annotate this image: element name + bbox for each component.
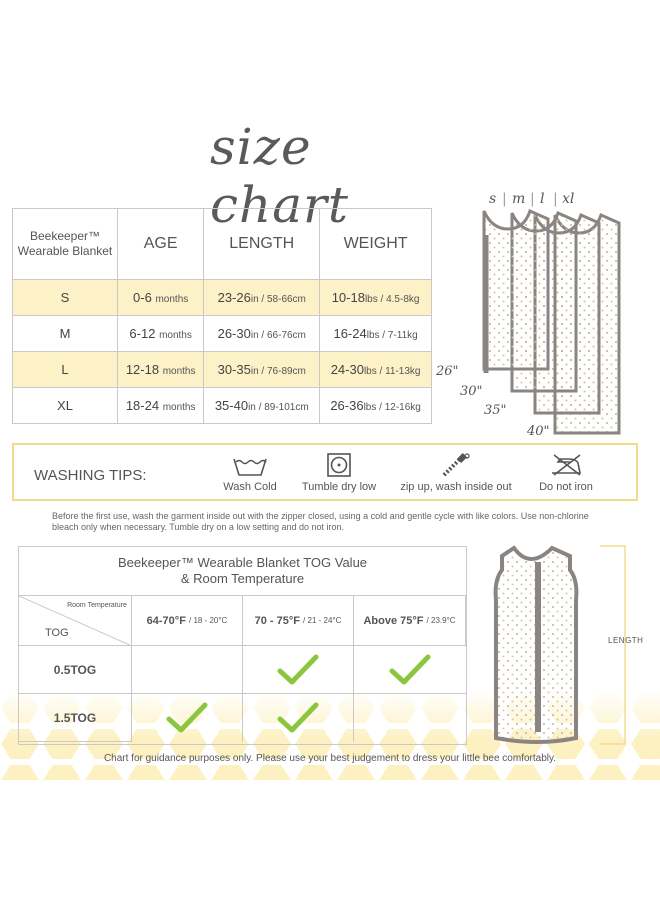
unit-in: in: [250, 294, 259, 305]
wash-cold-icon: [230, 453, 270, 477]
length-in: 26-30: [217, 326, 251, 341]
tog-cell: [354, 646, 466, 694]
tog-corner-cell: [19, 596, 132, 646]
length-in: 30-35: [217, 362, 251, 377]
sep: /: [258, 366, 267, 377]
zip-up-tip: [396, 453, 516, 493]
unit-lbs: lbs: [366, 330, 380, 341]
zip-up-label: zip up, wash inside out: [400, 481, 512, 493]
age-cell: [118, 280, 204, 316]
weight-kg: 11-13kg: [385, 366, 421, 377]
sleep-sack-illustration: [470, 542, 610, 748]
size-divider: |: [553, 191, 558, 207]
header-weight: WEIGHT: [320, 209, 432, 280]
length-cm: 89-101cm: [264, 402, 309, 413]
length-label-l: 35": [484, 403, 507, 418]
tumble-dry-icon: [319, 453, 359, 477]
age-unit: months: [159, 330, 192, 341]
no-iron-tip: [506, 453, 626, 493]
length-cell: [204, 352, 320, 388]
weight-lbs: 26-36: [330, 398, 364, 413]
age-cell: [118, 316, 204, 352]
tog-cell: [354, 694, 466, 742]
length-cm: 58-66cm: [266, 294, 306, 305]
table-row: [13, 388, 432, 424]
check-icon: [276, 653, 320, 687]
age-cell: [118, 388, 204, 424]
tog-cell: [243, 694, 354, 742]
washing-tips-title: WASHING TIPS:: [34, 467, 147, 484]
weight-cell: [320, 316, 432, 352]
tog-column-header: [354, 596, 466, 646]
tog-column-header: [132, 596, 243, 646]
length-in: 23-26: [217, 290, 251, 305]
tog-cell: [243, 646, 354, 694]
size-label-s: s: [489, 191, 497, 207]
length-label-m: 30": [460, 384, 483, 399]
temp-f: 64-70°F: [146, 614, 186, 627]
tumble-dry-label: Tumble dry low: [301, 481, 377, 493]
tog-title-line1: Beekeeper™ Wearable Blanket TOG Value: [117, 555, 368, 570]
unit-lbs: lbs: [364, 294, 378, 305]
sep: /: [379, 330, 388, 341]
age-value: 18-24: [125, 398, 160, 413]
check-icon: [388, 653, 432, 687]
header-blanket: Beekeeper™ Wearable Blanket: [13, 209, 118, 280]
age-unit: months: [162, 366, 196, 377]
length-cm: 66-76cm: [266, 330, 306, 341]
temp-c-value: 21 - 24°C: [307, 616, 342, 625]
wash-cold-label: Wash Cold: [223, 481, 277, 493]
sep: /: [255, 402, 265, 413]
unit-in: in: [248, 402, 256, 413]
length-cell: [204, 388, 320, 424]
tog-cell: [132, 646, 243, 694]
sep: /: [376, 402, 385, 413]
table-row: [13, 352, 432, 388]
temp-c: / 23.9°C: [426, 616, 456, 625]
temp-c-value: 18 - 20°C: [193, 616, 228, 625]
weight-cell: [320, 280, 432, 316]
unit-in: in: [250, 366, 259, 377]
length-label-xl: 40": [527, 424, 550, 439]
size-cell: L: [13, 352, 118, 388]
size-table-header: [13, 209, 432, 280]
weight-lbs: 10-18: [331, 290, 365, 305]
size-cell: M: [13, 316, 118, 352]
age-value: 12-18: [125, 362, 160, 377]
size-divider: |: [530, 191, 535, 207]
size-divider: |: [502, 191, 507, 207]
tog-cell: [132, 694, 243, 742]
tog-row-label: 0.5TOG: [19, 646, 132, 694]
page-title: size chart: [210, 118, 350, 234]
tumble-dry-tip: [279, 453, 399, 493]
table-row: [13, 280, 432, 316]
size-label-m: m: [512, 191, 526, 207]
check-icon: [165, 701, 209, 735]
weight-lbs: 16-24: [333, 326, 367, 341]
temp-f: 70 - 75°F: [254, 614, 300, 627]
washing-note: Before the first use, wash the garment inside out with the zipper closed, using a cold and gentle cycle with like colors. Use non-chlorine bleach only when necessary. Tumble dry on a low setting and do not iron.: [52, 511, 589, 532]
corner-room-temp: Room Temperature: [67, 602, 127, 609]
sep: /: [258, 330, 267, 341]
length-cell: [204, 316, 320, 352]
length-label: LENGTH: [608, 636, 644, 645]
age-cell: [118, 352, 204, 388]
washing-tips-box: [12, 443, 638, 501]
sep: /: [377, 294, 387, 305]
unit-lbs: lbs: [363, 402, 377, 413]
temp-c: / 21 - 24°C: [303, 616, 342, 625]
weight-cell: [320, 388, 432, 424]
length-label-s: 26": [436, 364, 459, 379]
age-value: 6-12: [129, 326, 156, 341]
header-age: AGE: [118, 209, 204, 280]
no-iron-label: Do not iron: [539, 481, 593, 493]
unit-in: in: [250, 330, 259, 341]
weight-kg: 7-11kg: [387, 330, 418, 341]
size-cell: XL: [13, 388, 118, 424]
tog-title-line2: & Room Temperature: [180, 571, 305, 586]
length-cell: [204, 280, 320, 316]
tog-row-label: 1.5TOG: [19, 694, 132, 742]
length-cm: 76-89cm: [266, 366, 306, 377]
length-bracket: [600, 545, 630, 745]
temp-f: Above 75°F: [363, 614, 424, 627]
size-label-xl: xl: [562, 191, 575, 207]
temp-c-value: 23.9°C: [431, 616, 456, 625]
check-icon: [276, 701, 320, 735]
weight-cell: [320, 352, 432, 388]
age-unit: months: [162, 402, 196, 413]
temp-c: / 18 - 20°C: [188, 616, 228, 625]
sep: /: [258, 294, 267, 305]
weight-kg: 12-16kg: [384, 402, 421, 413]
size-cell: S: [13, 280, 118, 316]
weight-kg: 4.5-8kg: [386, 294, 420, 305]
unit-lbs: lbs: [363, 366, 377, 377]
zipper-icon: [436, 453, 476, 477]
size-label-l: l: [540, 191, 545, 207]
footnote: Chart for guidance purposes only. Please use your best judgement to dress your little bee comfortably.: [103, 753, 557, 764]
length-in: 35-40: [214, 398, 249, 413]
size-table: [12, 208, 432, 424]
tog-table-title: [19, 547, 466, 596]
header-length: LENGTH: [204, 209, 320, 280]
sep: /: [376, 366, 386, 377]
tog-column-header: [243, 596, 354, 646]
weight-lbs: 24-30: [330, 362, 364, 377]
corner-tog: TOG: [45, 627, 69, 639]
no-iron-icon: [546, 453, 586, 477]
age-unit: months: [155, 294, 189, 305]
tog-table: [18, 546, 467, 745]
age-value: 0-6: [133, 290, 152, 305]
table-row: [13, 316, 432, 352]
